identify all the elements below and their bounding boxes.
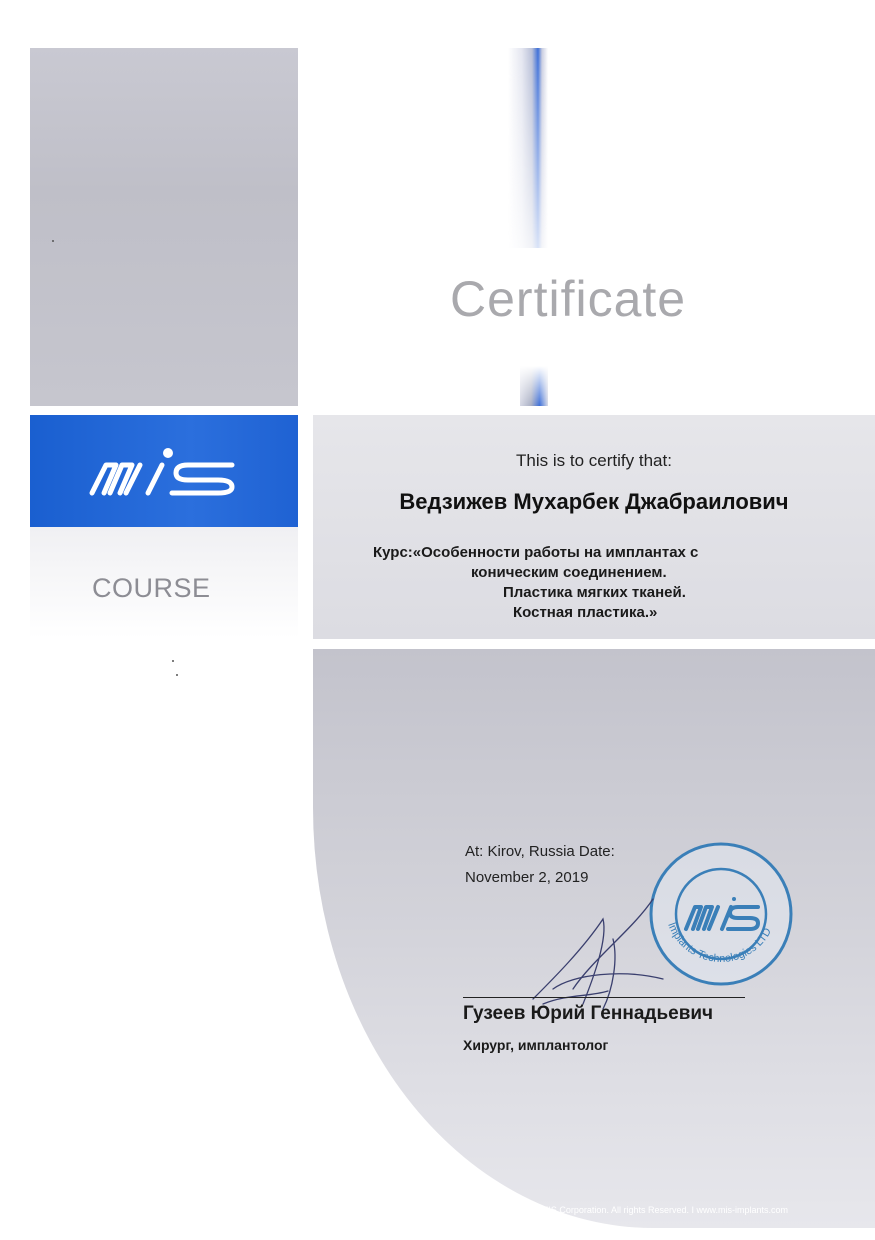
signatory-name: Гузеев Юрий Геннадьевич (463, 1003, 714, 1024)
course-line-2: коническим соединением. (471, 564, 667, 581)
signature-line (463, 997, 745, 998)
signature-icon (513, 879, 713, 1019)
certify-intro: This is to certify that: (516, 451, 672, 470)
decorative-stripe-middle (520, 366, 548, 406)
course-logo (92, 573, 211, 604)
course-line-4: Костная пластика.» (513, 604, 658, 621)
course-line-1: Курс:«Особенности работы на имплантах с (373, 544, 699, 561)
signatory-role: Хирург, имплантолог (463, 1037, 609, 1053)
location-line: At: Kirov, Russia Date: (465, 843, 615, 860)
footer (313, 1205, 875, 1215)
course-panel (30, 527, 298, 639)
stamp-ring-text: Implants Technologies LTD (665, 920, 774, 965)
speck (176, 674, 178, 676)
decorative-stripe-top (508, 48, 548, 248)
certificate-page (30, 48, 875, 1228)
speck (52, 240, 54, 242)
course-label: COURSE (92, 573, 211, 603)
logo-panel (30, 415, 298, 527)
course-description (353, 543, 833, 623)
mis-logo-icon (86, 433, 246, 509)
footer-text: © MIS Corporation. All rights Reserved. I www.mis-implants.com (531, 1205, 788, 1215)
top-left-gray-panel (30, 48, 298, 406)
lower-gray-panel (313, 649, 875, 1228)
recipient-name: Ведзижев Мухарбек Джабраилович (399, 489, 789, 514)
speck (172, 660, 174, 662)
course-line-3: Пластика мягких тканей. (503, 584, 686, 601)
certificate-title: Certificate (450, 271, 687, 327)
recipient-band (313, 415, 875, 639)
date-line: November 2, 2019 (465, 869, 589, 886)
